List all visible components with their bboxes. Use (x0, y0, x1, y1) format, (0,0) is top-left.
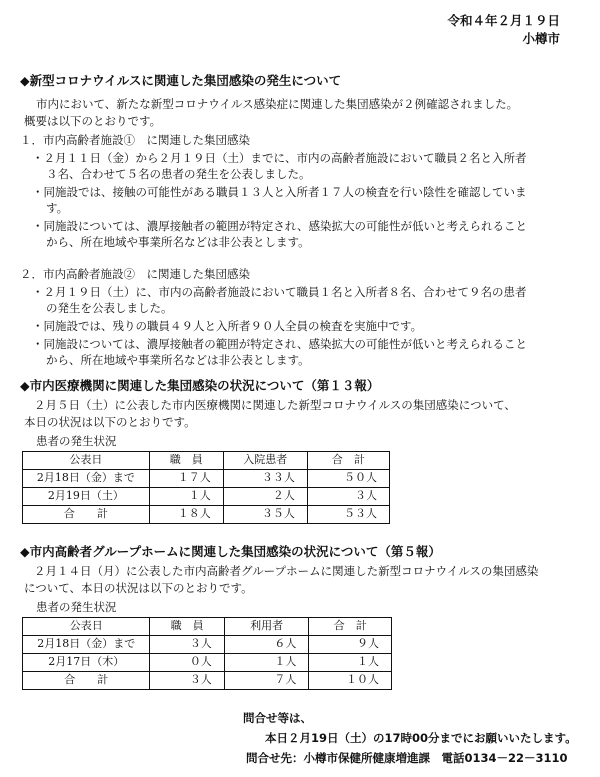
section3-title: ◆市内高齢者グループホームに関連した集団感染の状況について（第５報） (20, 544, 441, 559)
table-header-cell: 合 計 (309, 618, 392, 636)
table-cell: ７人 (224, 672, 309, 690)
table-cell: 2月18日（金）まで (23, 470, 150, 488)
section1-title: ◆新型コロナウイルスに関連した集団感染の発生について (20, 73, 342, 88)
table-row (23, 636, 392, 654)
item1-bullet2-line1: ・同施設では、接触の可能性がある職員１３人と入所者１７人の検査を行い陰性を確認していま (32, 185, 527, 199)
section2-text-line1: ２月５日（土）に公表した市内医療機関に関連した新型コロナウイルスの集団感染について、 (34, 398, 516, 412)
item2-bullet3-line1: ・同施設については、濃厚接触者の範囲が特定され、感染拡大の可能性が低いと考えられること (32, 337, 527, 351)
section2-text-line2: 本日の状況は以下のとおりです。 (24, 415, 196, 429)
table-cell: ３３人 (223, 470, 307, 488)
section2-table-caption: 患者の発生状況 (36, 434, 117, 448)
table-header-cell: 職 員 (150, 618, 224, 636)
table-cell: 2月18日（金）まで (23, 636, 150, 654)
table-cell: 2月19日（土） (23, 488, 150, 506)
section1-intro-line1: 市内において、新たな新型コロナウイルス感染症に関連した集団感染が２例確認されました。 (36, 97, 519, 111)
item2-bullet1-line2: の発生を公表しました。 (46, 301, 173, 315)
table-row (23, 470, 390, 488)
table-header-cell: 公表日 (23, 452, 150, 470)
table-header-row (23, 452, 390, 470)
item1-bullet1-line2: ３名、合わせて５名の患者の発生を公表しました。 (46, 167, 311, 181)
item1-bullet3-line2: から、所在地域や事業所名などは非公表とします。 (46, 235, 310, 249)
table-cell: ５０人 (307, 470, 389, 488)
item1-bullet2-line2: す。 (46, 201, 69, 215)
table-cell: ２人 (223, 488, 307, 506)
item2-heading: ２．市内高齢者施設② に関連した集団感染 (20, 267, 250, 281)
item1-bullet1-line1: ・２月１１日（金）から２月１９日（土）までに、市内の高齢者施設において職員２名と入所者 (32, 151, 527, 165)
table-total-row (23, 506, 390, 524)
section3-text-line1: ２月１４日（月）に公表した市内高齢者グループホームに関連した新型コロナウイルスの集団感染 (34, 564, 539, 578)
issuer-city: 小樽市 (522, 31, 560, 46)
section2-title: ◆市内医療機関に関連した集団感染の状況について（第１３報） (20, 378, 380, 393)
section3-table-caption: 患者の発生状況 (36, 600, 117, 614)
footer-contact-intro: 問合せ等は、 (243, 711, 312, 725)
table-cell: ６人 (224, 636, 309, 654)
table-cell: １人 (149, 488, 223, 506)
grouphome-cluster-table (22, 617, 392, 690)
document-date: 令和４年２月１９日 (447, 13, 560, 28)
table-cell: １０人 (309, 672, 392, 690)
table-header-cell: 公表日 (23, 618, 150, 636)
table-row (23, 654, 392, 672)
section3-text-line2: について、本日の状況は以下のとおりです。 (24, 581, 253, 595)
table-cell: ３人 (307, 488, 389, 506)
item2-bullet3-line2: から、所在地域や事業所名などは非公表とします。 (46, 353, 310, 367)
hospital-cluster-table (22, 451, 390, 524)
section1-intro-line2: 概要は以下のとおりです。 (24, 114, 162, 128)
table-cell: ５３人 (307, 506, 389, 524)
table-header-cell: 合 計 (307, 452, 389, 470)
table-cell: ０人 (150, 654, 224, 672)
table-header-row (23, 618, 392, 636)
table-cell: ３人 (150, 636, 224, 654)
item1-heading: １．市内高齢者施設① に関連した集団感染 (20, 133, 250, 147)
item1-bullet3-line1: ・同施設については、濃厚接触者の範囲が特定され、感染拡大の可能性が低いと考えられること (32, 219, 527, 233)
table-cell: １７人 (149, 470, 223, 488)
table-header-cell: 利用者 (224, 618, 309, 636)
table-cell: １８人 (149, 506, 223, 524)
table-header-cell: 職 員 (149, 452, 223, 470)
table-header-cell: 入院患者 (223, 452, 307, 470)
table-cell: 合 計 (23, 506, 150, 524)
table-cell: ９人 (309, 636, 392, 654)
footer-contact-info: 問合せ先：小樽市保健所健康増進課 電話0134－22－3110 (246, 751, 568, 765)
item2-bullet2: ・同施設では、残りの職員４９人と入所者９０人全員の検査を実施中です。 (32, 319, 423, 333)
table-cell: １人 (224, 654, 309, 672)
table-cell: 合 計 (23, 672, 150, 690)
table-row (23, 488, 390, 506)
table-cell: ３人 (150, 672, 224, 690)
table-cell: ３５人 (223, 506, 307, 524)
table-total-row (23, 672, 392, 690)
table-cell: 2月17日（木） (23, 654, 150, 672)
table-cell: １人 (309, 654, 392, 672)
item2-bullet1-line1: ・２月１９日（土）に、市内の高齢者施設において職員１名と入所者８名、合わせて９名の患者 (32, 285, 527, 299)
footer-deadline: 本日２月19日（土）の17時00分までにお願いいたします。 (265, 731, 577, 745)
